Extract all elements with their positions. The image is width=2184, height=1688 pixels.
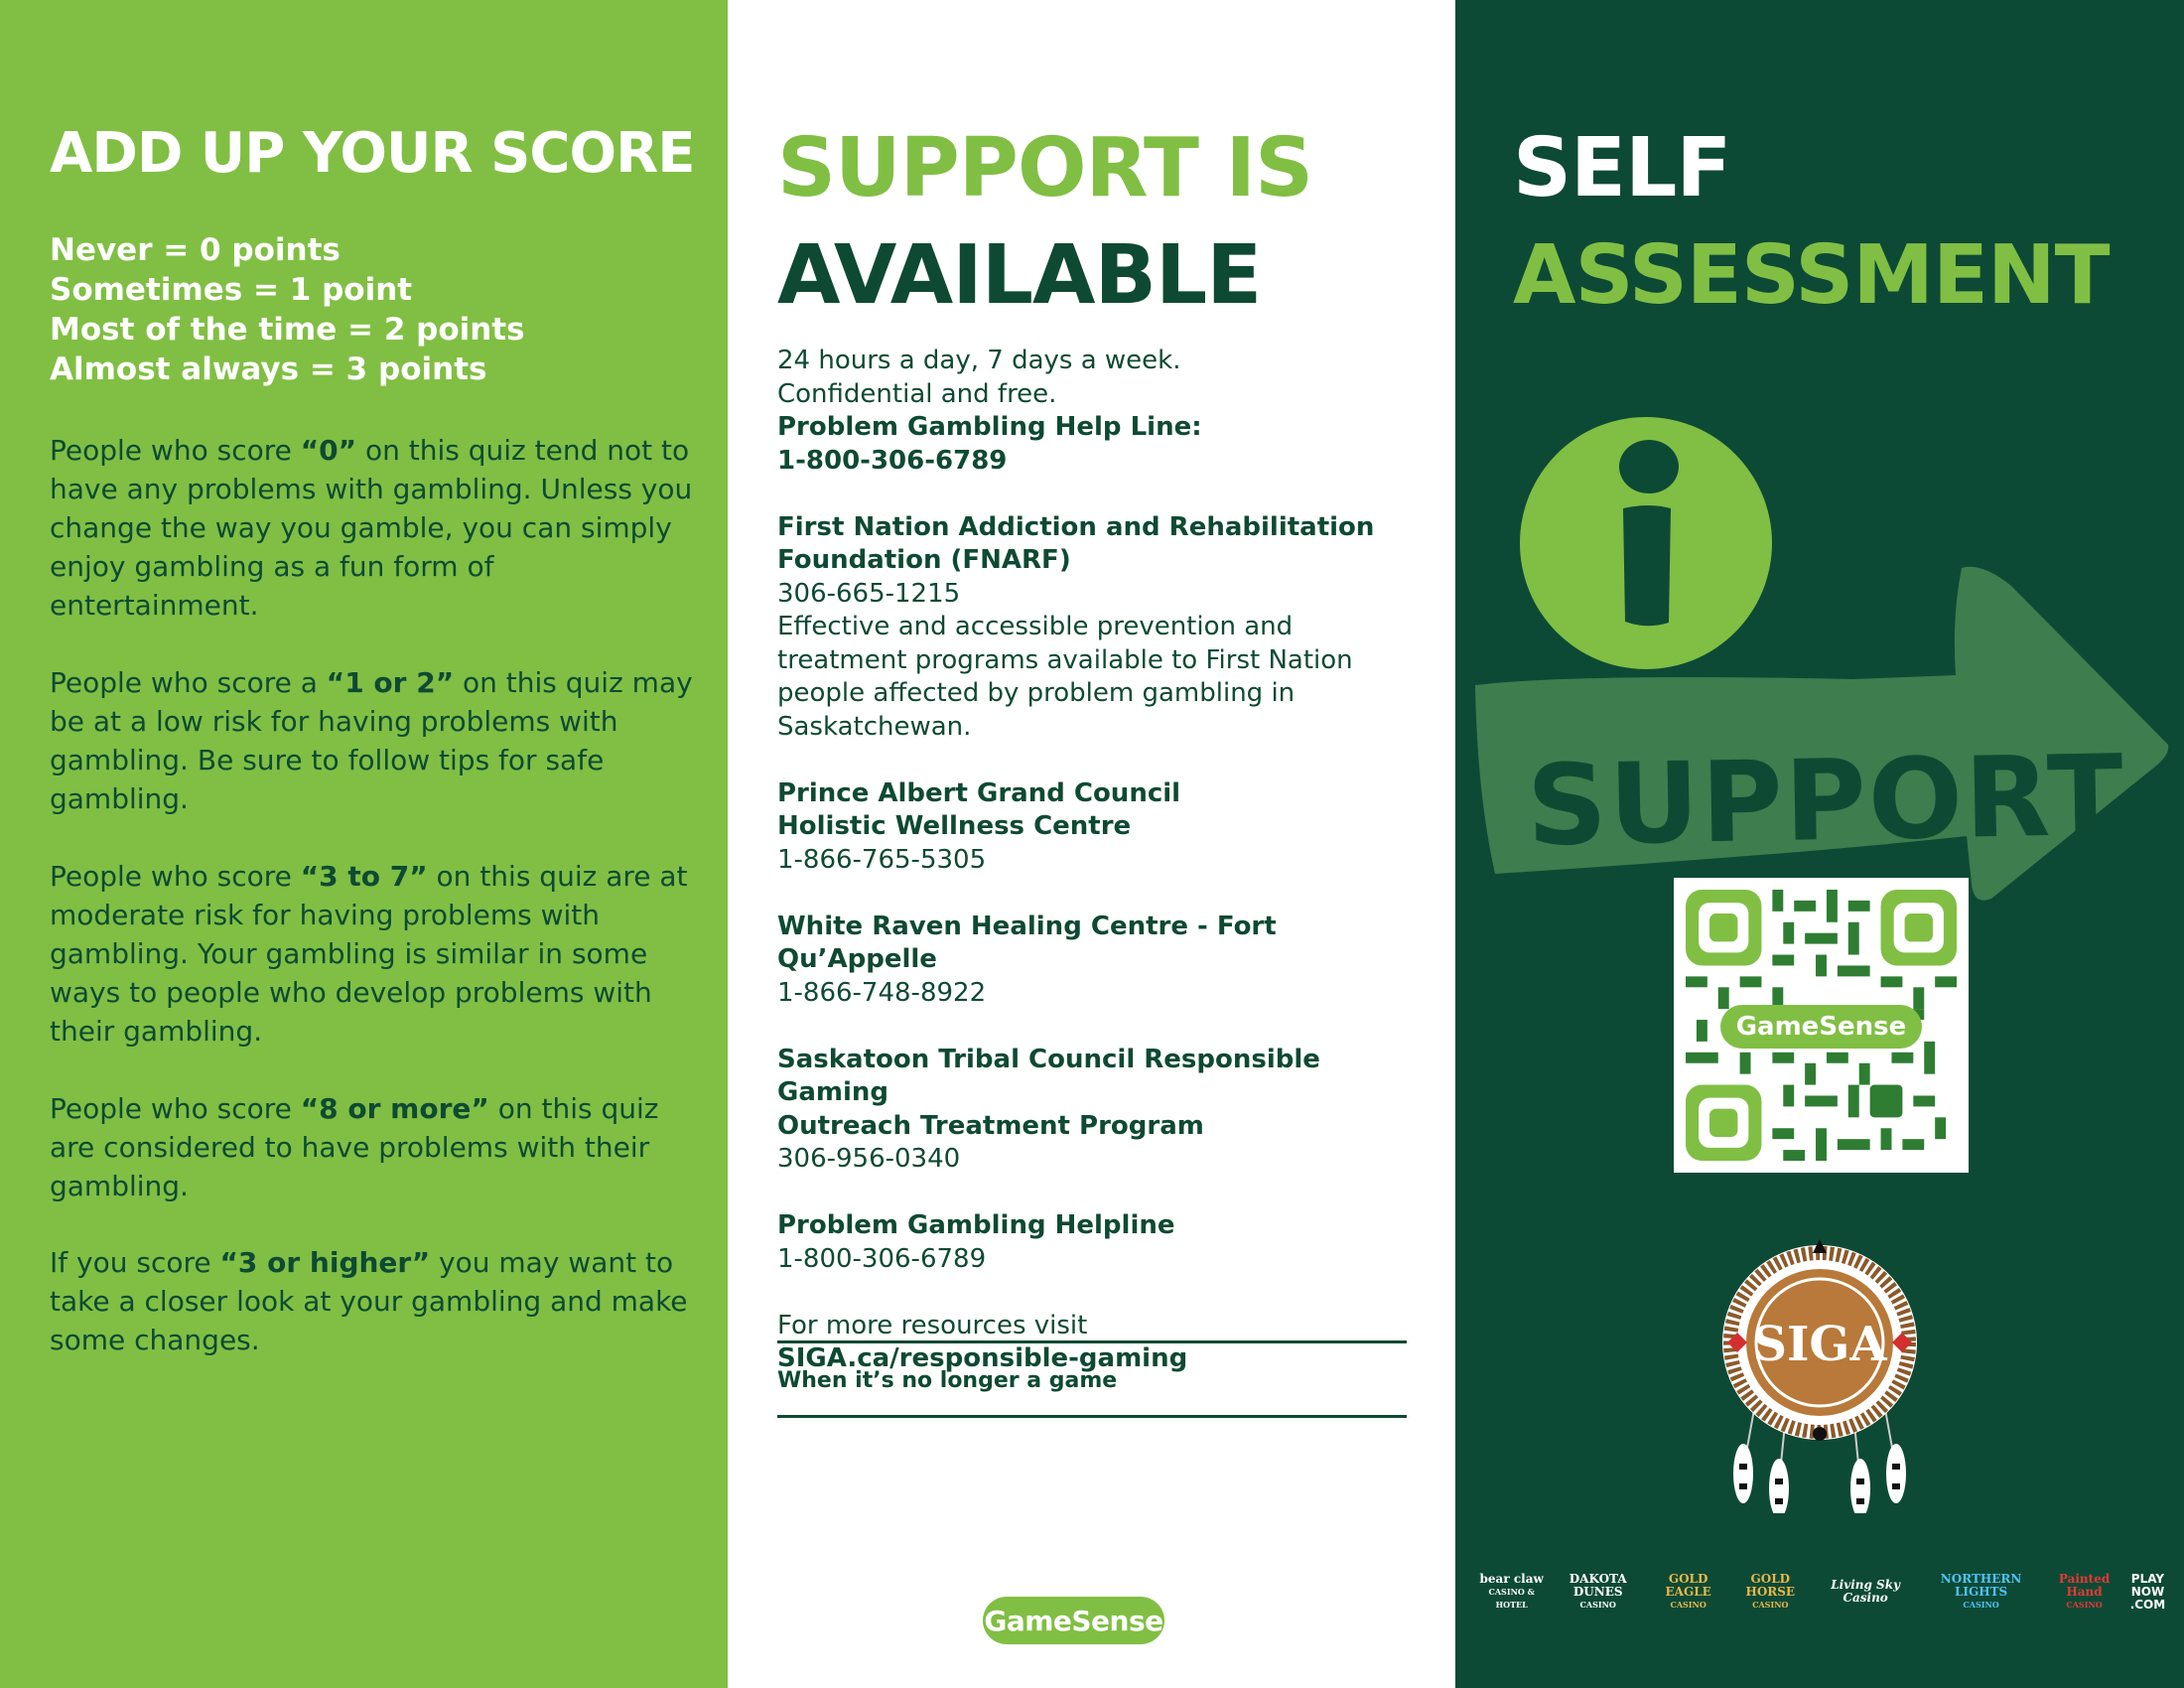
resources-link[interactable]: SIGA.ca/responsible-gaming (777, 1343, 1188, 1373)
paragraph-text: People who score (50, 1092, 301, 1125)
org-name: Holistic Wellness Centre (777, 811, 1132, 841)
paragraph-text: People who score (50, 860, 301, 893)
score-paragraph-1 (50, 663, 695, 818)
partner-sub: CASINO (1670, 1599, 1706, 1610)
org-name: Prince Albert Grand Council (777, 777, 1181, 808)
partner-name: PLAY NOW .COM (2129, 1571, 2166, 1612)
helpline-label: Problem Gambling Help Line: (777, 412, 1202, 442)
partner-sub: CASINO (1963, 1599, 1999, 1610)
paragraph-text: you may want to take a closer look at your gambling and make some changes. (50, 1246, 688, 1356)
points-item: Most of the time = 2 points (50, 312, 525, 348)
partner-logos (1475, 1557, 2170, 1626)
points-item: Almost always = 3 points (50, 352, 487, 387)
score-range: “3 or higher” (219, 1246, 431, 1279)
org-phone: 306-956-0340 (777, 1144, 961, 1174)
fnarf-block (777, 511, 1423, 745)
score-paragraph-2 (50, 857, 695, 1051)
availability-text: 24 hours a day, 7 days a week. (777, 346, 1181, 375)
org-name: Outreach Treatment Program (777, 1110, 1204, 1141)
partner-name: bear claw (1479, 1571, 1544, 1586)
partner-name: GOLD EAGLE (1665, 1571, 1711, 1599)
score-panel (0, 0, 728, 1688)
partner-name: Living Sky Casino (1831, 1578, 1901, 1605)
partner-logo (2125, 1573, 2170, 1612)
paragraph-text: on this quiz are considered to have problems with their gambling. (50, 1092, 659, 1202)
qr-gamesense-badge: GameSense (1720, 1005, 1922, 1049)
score-range: “8 or more” (300, 1092, 489, 1125)
partner-name: Painted Hand (2058, 1571, 2111, 1599)
white-raven-block (777, 911, 1423, 1011)
support-title-line2: AVAILABLE (777, 228, 1262, 323)
points-item: Never = 0 points (50, 232, 341, 268)
org-name: Problem Gambling Helpline (777, 1210, 1175, 1240)
divider-bottom (777, 1415, 1407, 1418)
assessment-title-line2: ASSESSMENT (1513, 228, 2110, 323)
score-paragraph-0 (50, 431, 695, 625)
partner-sub: CASINO (2066, 1599, 2103, 1610)
partner-logo (1812, 1579, 1919, 1605)
paragraph-text: If you score (50, 1246, 220, 1279)
pagc-block (777, 777, 1423, 878)
paragraph-text: on this quiz are at moderate risk for having problems with gambling. Your gambling is similar in some ways to people who develop problems with their gambling. (50, 860, 688, 1048)
self-assessment-panel (1455, 0, 2184, 1688)
intro-block (777, 345, 1423, 478)
org-phone: 306-665-1215 (777, 578, 961, 609)
org-phone: 1-866-765-5305 (777, 844, 987, 875)
divider-top (777, 1340, 1407, 1343)
partner-logo (1548, 1573, 1648, 1612)
points-list (50, 230, 525, 389)
info-icon (1512, 409, 1780, 677)
partner-name: NORTHERN LIGHTS (1940, 1571, 2022, 1599)
score-range: “1 or 2” (326, 666, 455, 699)
score-paragraph-3 (50, 1089, 695, 1205)
arrow-label: SUPPORT (1525, 731, 2126, 872)
org-phone: 1-866-748-8922 (777, 977, 987, 1008)
siga-logo-text: SIGA (1752, 1317, 1887, 1372)
paragraph-text: on this quiz may be at a low risk for having problems with gambling. Be sure to follow tips for safe gambling. (50, 666, 693, 815)
assessment-title-line1: SELF (1513, 121, 1731, 215)
partner-logo (2043, 1573, 2125, 1612)
stc-block (777, 1044, 1423, 1177)
partner-sub: CASINO (1579, 1599, 1616, 1610)
paragraph-text: People who score (50, 434, 301, 467)
org-phone: 1-800-306-6789 (777, 1243, 987, 1274)
partner-logo (1919, 1573, 2043, 1612)
partner-logo (1728, 1573, 1812, 1612)
support-panel (728, 0, 1455, 1688)
score-paragraph-4 (50, 1243, 695, 1359)
support-content (777, 345, 1423, 1409)
partner-logo (1648, 1573, 1728, 1612)
score-range: “3 to 7” (300, 860, 428, 893)
org-name: Foundation (FNARF) (777, 545, 1071, 575)
org-name: Saskatoon Tribal Council Responsible Gaming (777, 1044, 1320, 1107)
siga-logo-icon (1715, 1235, 1924, 1513)
qr-code[interactable] (1674, 878, 1969, 1173)
org-name: First Nation Addiction and Rehabilitation (777, 511, 1375, 542)
paragraph-text: on this quiz tend not to have any problems with gambling. Unless you change the way you gamble, you can simply enjoy gambling as a fun form of entertainment. (50, 434, 693, 622)
partner-name: DAKOTA DUNES (1569, 1571, 1627, 1599)
score-range: “0” (300, 434, 357, 467)
org-description: Effective and accessible prevention and treatment programs available to First Nation people affected by problem gambling in Saskatchewan. (777, 612, 1353, 742)
score-title: ADD UP YOUR SCORE (50, 121, 695, 186)
resources-label: For more resources visit (777, 1310, 1088, 1340)
support-title-line1: SUPPORT IS (777, 121, 1313, 215)
partner-logo (1475, 1573, 1548, 1612)
gamesense-logo: GameSense (983, 1597, 1164, 1644)
tagline: When it’s no longer a game (777, 1368, 1118, 1393)
partner-name: GOLD HORSE (1745, 1571, 1796, 1599)
helpline-number: 1-800-306-6789 (777, 445, 1008, 476)
helpline2-block (777, 1209, 1423, 1276)
partner-sub: CASINO & HOTEL (1488, 1586, 1535, 1610)
confidential-text: Confidential and free. (777, 378, 1057, 409)
partner-sub: CASINO (1752, 1599, 1789, 1610)
org-name: White Raven Healing Centre - Fort Qu’Appelle (777, 911, 1277, 974)
points-item: Sometimes = 1 point (50, 272, 413, 308)
paragraph-text: People who score a (50, 666, 327, 699)
